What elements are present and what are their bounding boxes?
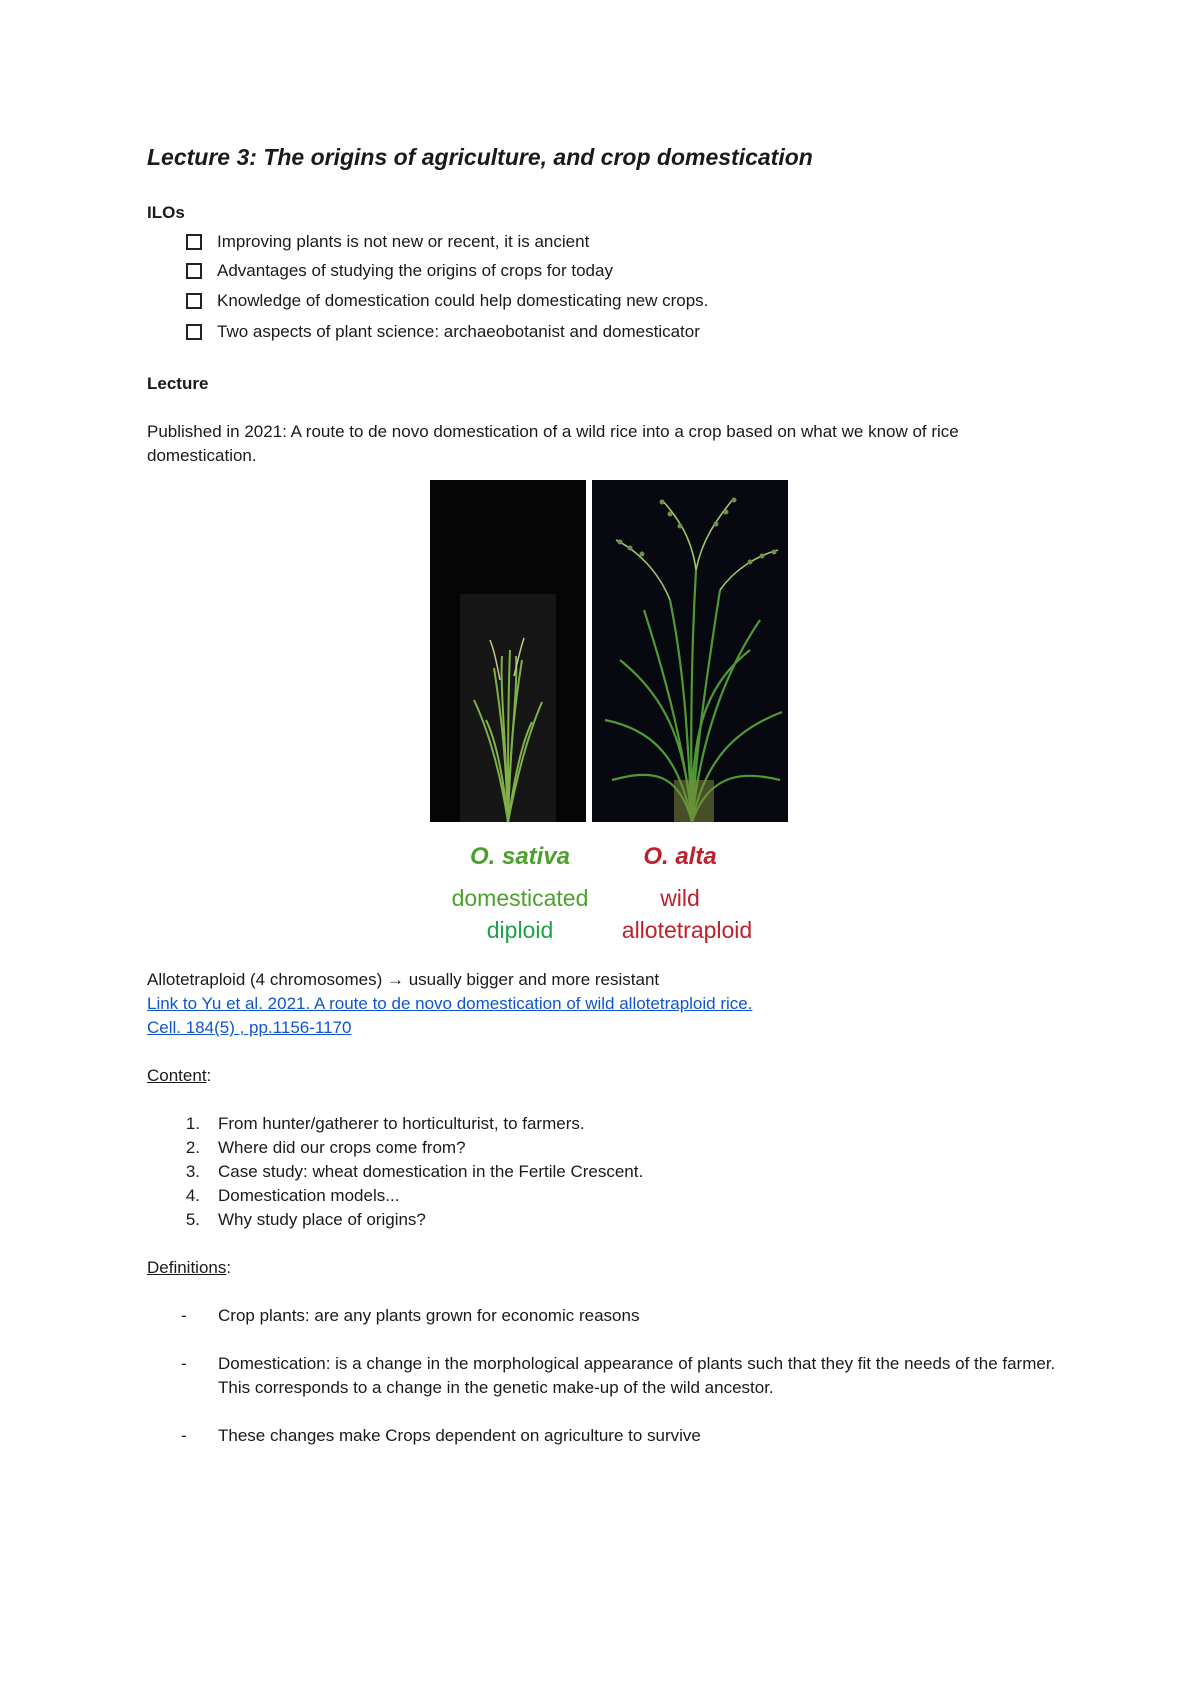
list-item [170,1160,644,1184]
paper-link-line2[interactable]: Cell. 184(5) , pp.1156-1170 [147,1018,352,1037]
checkbox[interactable] [186,263,202,279]
rice-plants-image [430,480,800,960]
definitions-heading [147,1256,231,1280]
content-heading-text: Content [147,1066,207,1085]
ilo-item[interactable] [186,320,700,344]
list-number: 3. [185,1162,200,1181]
paper-link-line1[interactable]: Link to Yu et al. 2021. A route to de novo domestication of wild allotetraploid rice. [147,994,753,1013]
definition-text: Crop plants: are any plants grown for economic reasons [218,1306,640,1325]
checkbox[interactable] [186,324,202,340]
lecture-heading: Lecture [147,374,209,393]
definitions-heading-text: Definitions [147,1258,227,1277]
bullet: - [181,1426,187,1445]
ilo-item[interactable] [186,289,708,313]
bullet: - [181,1354,187,1373]
left-species-label: O. sativa [469,843,571,870]
right-ploidy-label: allotetraploid [621,917,753,943]
ilo-item[interactable] [186,230,589,254]
definitions-heading-colon: : [226,1258,232,1277]
list-text: From hunter/gatherer to horticulturist, to farmers. [218,1114,585,1133]
right-status-label: wild [660,885,700,911]
ilo-text: Two aspects of plant science: archaeobotanist and domesticator [217,322,700,341]
list-text: Case study: wheat domestication in the Fertile Crescent. [218,1162,644,1181]
content-heading [147,1064,211,1088]
ilo-text: Advantages of studying the origins of crops for today [217,261,613,280]
content-heading-colon: : [206,1066,212,1085]
list-text: Why study place of origins? [218,1210,426,1229]
bullet: - [181,1306,187,1325]
checkbox[interactable] [186,234,202,250]
list-number: 1. [185,1114,200,1133]
rice-comparison-figure [430,480,800,960]
checkbox[interactable] [186,293,202,309]
list-item [170,1112,585,1136]
definition-text: Domestication: is a change in the morphological appearance of plants such that they fit the needs of the farmer. This corresponds to a change in the genetic make-up of the wild ancestor. [218,1354,1056,1397]
list-text: Where did our crops come from? [218,1138,466,1157]
ilo-item[interactable] [186,259,613,283]
list-item [170,1184,400,1208]
ilos-heading: ILOs [147,203,185,222]
ilo-text: Knowledge of domestication could help domesticating new crops. [217,291,709,310]
list-number: 4. [185,1186,200,1205]
right-species-label: O. alta [643,843,717,870]
definition-text: These changes make Crops dependent on agriculture to survive [218,1426,701,1445]
list-number: 2. [185,1138,200,1157]
list-item [170,1136,466,1160]
list-number: 5. [185,1210,200,1229]
left-status-label: domesticated [451,885,589,911]
allotetraploid-note: Allotetraploid (4 chromosomes) → usually bigger and more resistant [147,970,660,989]
left-ploidy-label: diploid [486,917,554,943]
ilo-text: Improving plants is not new or recent, it is ancient [217,232,590,251]
list-item [170,1208,426,1232]
list-text: Domestication models... [218,1186,400,1205]
page-title: Lecture 3: The origins of agriculture, and crop domestication [147,144,813,170]
lecture-intro: Published in 2021: A route to de novo domestication of a wild rice into a crop based on what we know of rice domestication. [147,422,959,465]
